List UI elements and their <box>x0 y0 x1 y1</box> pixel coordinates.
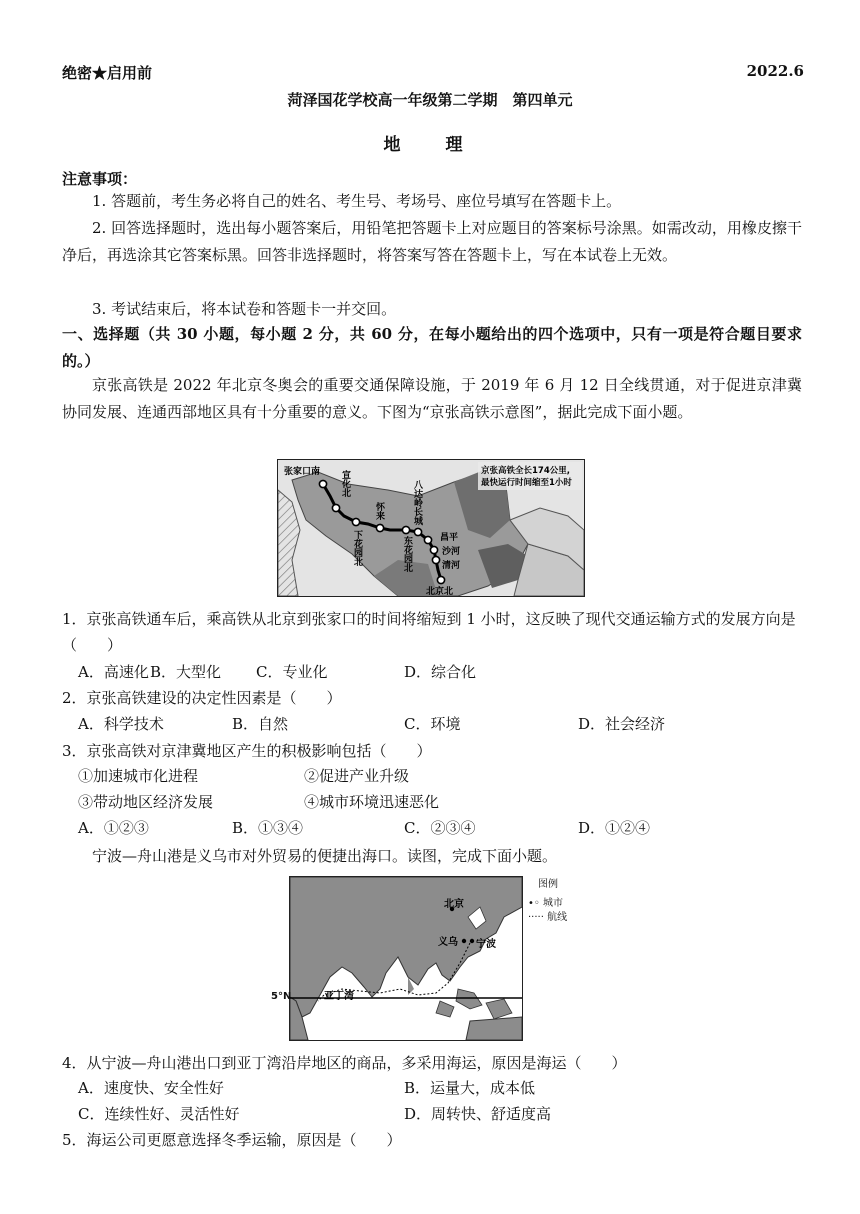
q3-statement-1: ①加速城市化进程 <box>78 767 199 785</box>
station-huailai: 怀来 <box>374 502 384 520</box>
q1-option-c[interactable]: C．专业化 <box>256 663 328 681</box>
aden-gulf-label: 亚丁湾 <box>324 991 354 1002</box>
dashed-line-icon: ····· <box>528 912 544 923</box>
city-dot-icon: •◦ <box>528 898 540 909</box>
station-changping: 昌平 <box>440 533 459 543</box>
jingzhang-railway-map <box>277 459 585 597</box>
latitude-label: 5°N <box>271 991 292 1002</box>
station-xiahuayuan-north: 下花园北 <box>352 530 362 566</box>
intro-passage-2: 宁波—舟山港是义乌市对外贸易的便捷出海口。读图，完成下面小题。 <box>92 847 558 865</box>
legend-title: 图例 <box>538 879 558 890</box>
q2-option-a[interactable]: A．科学技术 <box>78 715 164 733</box>
legend-route-label: 航线 <box>547 912 568 923</box>
intro-passage-1: 京张高铁是 2022 年北京冬奥会的重要交通保障设施，于 2019 年 6 月 12 日全线贯通，对于促进京津冀协同发展、连通西部地区具有十分重要的意义。下图为“京张高铁示意图”，据此完成下面小题。 <box>62 376 802 421</box>
q3-option-c[interactable]: C．②③④ <box>404 819 476 837</box>
legend-route <box>528 908 567 923</box>
notes-heading: 注意事项： <box>62 170 138 188</box>
q2-option-c[interactable]: C．环境 <box>404 715 461 733</box>
note-item-2: 2. 回答选择题时，选出每小题答案后，用铅笔把答题卡上对应题目的答案标号涂黑。如需改动，用橡皮擦干净后，再选涂其它答案标黑。回答非选择题时，将答案写答在答题卡上，写在本试卷上无效。 <box>62 219 802 264</box>
station-xuanhua-north: 宣化北 <box>340 470 350 497</box>
q1-option-d[interactable]: D．综合化 <box>404 663 477 681</box>
question-4-stem: 4．从宁波—舟山港出口到亚丁湾沿岸地区的商品，多采用海运，原因是海运（ ） <box>62 1054 627 1072</box>
section-heading: 一、选择题（共 30 小题，每小题 2 分，共 60 分，在每小题给出的四个选项中，只有一项是符合题目要求的。） <box>62 325 802 370</box>
question-1-stem: 1．京张高铁通车后，乘高铁从北京到张家口的时间将缩短到 1 小时，这反映了现代交通运输方式的发展方向是（ ） <box>62 610 796 654</box>
q4-option-a[interactable]: A．速度快、安全性好 <box>78 1079 224 1097</box>
q4-option-c[interactable]: C．连续性好、灵活性好 <box>78 1105 240 1123</box>
q3-option-a[interactable]: A．①②③ <box>78 819 149 837</box>
station-donghuayuan-north: 东花园北 <box>402 536 412 572</box>
q3-option-b[interactable]: B．①③④ <box>232 819 304 837</box>
question-3-stem: 3．京张高铁对京津冀地区产生的积极影响包括（ ） <box>62 742 432 760</box>
station-beijing-north: 北京北 <box>426 587 454 597</box>
note-item-3: 3. 考试结束后，将本试卷和答题卡一并交回。 <box>92 300 397 318</box>
station-badaling: 八达岭长城 <box>412 480 422 525</box>
q3-statement-3: ③带动地区经济发展 <box>78 793 214 811</box>
note-item-1: 1. 答题前，考生务必将自己的姓名、考生号、考场号、座位号填写在答题卡上。 <box>92 192 622 210</box>
q3-statement-2: ②促进产业升级 <box>304 767 410 785</box>
exam-date: 2022.6 <box>746 62 804 80</box>
city-beijing: 北京 <box>444 899 464 910</box>
station-shahe: 沙河 <box>442 547 461 557</box>
station-qinghe: 清河 <box>442 561 461 571</box>
q2-option-b[interactable]: B．自然 <box>232 715 289 733</box>
subject-title: 地 理 <box>383 135 477 155</box>
city-ningbo: 宁波 <box>476 939 496 950</box>
map-note-line-1: 京张高铁全长174公里, <box>481 466 570 476</box>
shipping-route-map <box>289 876 523 1041</box>
city-yiwu: 义乌 <box>438 937 458 948</box>
map-note-line-2: 最快运行时间缩至1小时 <box>481 478 572 488</box>
q3-statement-4: ④城市环境迅速恶化 <box>304 793 440 811</box>
q4-option-d[interactable]: D．周转快、舒适度高 <box>404 1105 552 1123</box>
question-5-stem: 5．海运公司更愿意选择冬季运输，原因是（ ） <box>62 1131 402 1149</box>
confidential-label: 绝密★启用前 <box>62 64 153 82</box>
q2-option-d[interactable]: D．社会经济 <box>578 715 666 733</box>
legend-city <box>528 894 563 909</box>
legend-city-label: 城市 <box>542 898 563 909</box>
exam-title: 菏泽国花学校高一年级第二学期 第四单元 <box>287 91 573 109</box>
station-zhangjiakou-south: 张家口南 <box>284 467 321 477</box>
q1-option-a[interactable]: A．高速化 <box>78 663 149 681</box>
q4-option-b[interactable]: B．运量大，成本低 <box>404 1079 536 1097</box>
q1-option-b[interactable]: B．大型化 <box>150 663 222 681</box>
question-2-stem: 2．京张高铁建设的决定性因素是（ ） <box>62 689 342 707</box>
q3-option-d[interactable]: D．①②④ <box>578 819 651 837</box>
